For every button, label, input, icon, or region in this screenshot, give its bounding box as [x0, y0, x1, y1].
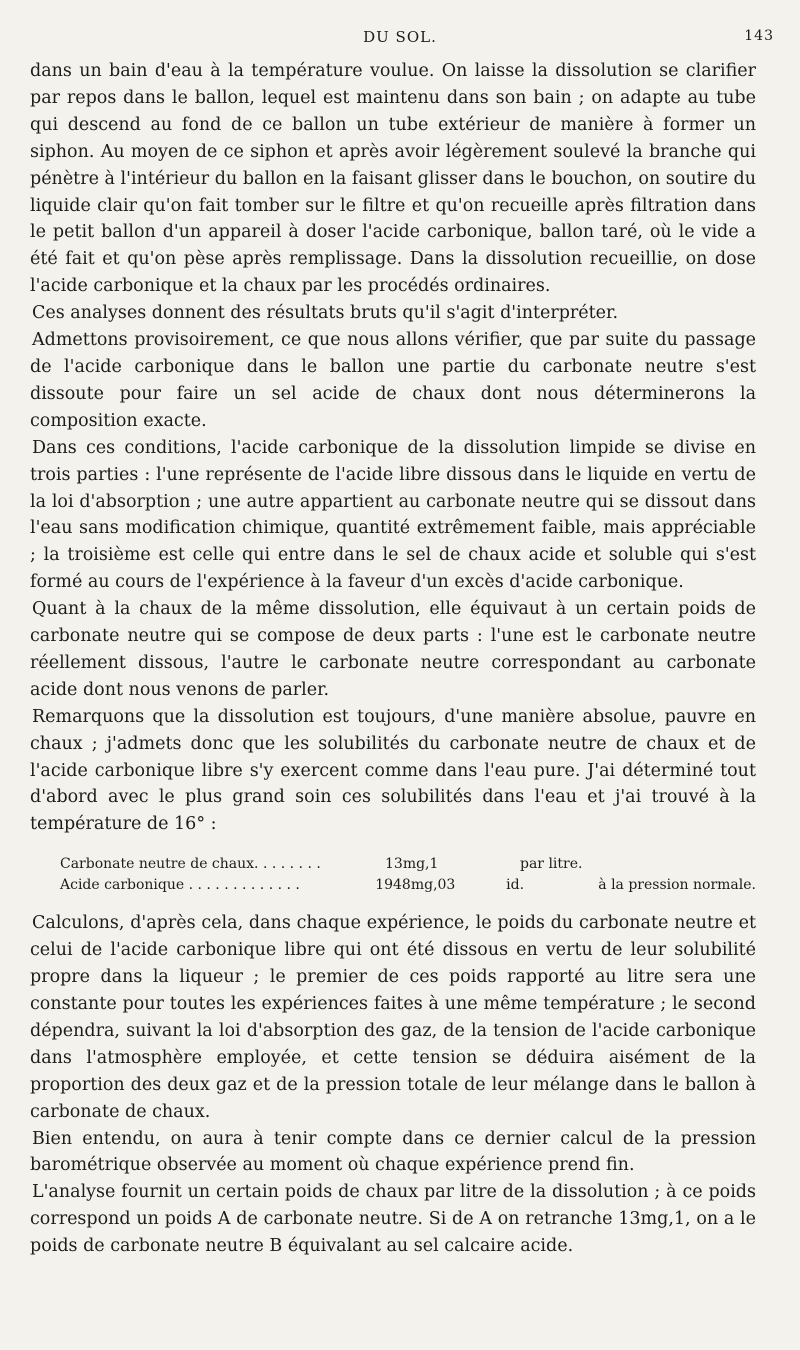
- paragraph: Calculons, d'après cela, dans chaque expérience, le poids du carbonate neutre et celui de l'acide carbonique libre qui ont été dissous en vertu de leur solubilité propre dans la liqueur ; le premier de ces poids rapporté au litre sera une constante pour toutes les expériences faites à une même température ; le second dépendra, suivant la loi d'absorption des gaz, de la tension de l'acide carbonique dans l'atmosphère employée, et cette tension se déduira aisément de la proportion des deux gaz et de la pression totale de leur mélange dans le ballon à carbonate de chaux.: [30, 913, 756, 1122]
- table-row: [60, 854, 756, 875]
- table-cell-value: 1948mg,03: [375, 877, 456, 894]
- table-cell-label: Carbonate neutre de chaux. . . . . . . .: [60, 856, 321, 873]
- paragraph: Remarquons que la dissolution est toujours, d'une manière absolue, pauvre en chaux ; j'admets donc que les solubilités du carbonate neutre de chaux et de l'acide carbonique libre s'y exercent comme dans l'eau pure. J'ai déterminé tout d'abord avec le plus grand soin ces solubilités dans l'eau et j'ai trouvé à la température de 16° :: [30, 706, 756, 835]
- paragraph: Dans ces conditions, l'acide carbonique de la dissolution limpide se divise en trois parties : l'une représente de l'acide libre dissous dans le liquide en vertu de la loi d'absorption ; une autre appartient au carbonate neutre qui se dissout dans l'eau sans modification chimique, quantité extrêmement faible, mais appréciable ; la troisième est celle qui entre dans le sel de chaux acide et soluble qui s'est formé au cours de l'expérience à la faveur d'un excès d'acide carbonique.: [30, 437, 756, 593]
- solubility-table: [60, 854, 756, 896]
- table-cell-value: 13mg,1: [385, 856, 439, 873]
- table-cell-unit: id.: [506, 877, 525, 894]
- table-cell-note: à la pression normale.: [598, 877, 756, 894]
- running-title: DU SOL.: [363, 28, 437, 46]
- table-cell-unit: par litre.: [520, 856, 583, 873]
- page-number: 143: [744, 28, 774, 44]
- running-head: [0, 28, 800, 54]
- paragraph: Admettons provisoirement, ce que nous allons vérifier, que par suite du passage de l'acide carbonique dans le ballon une partie du carbonate neutre s'est dissoute pour faire un sel acide de chaux dont nous déterminerons la composition exacte.: [30, 330, 756, 431]
- paragraph: Quant à la chaux de la même dissolution, elle équivaut à un certain poids de carbonate neutre qui se compose de deux parts : l'une est le carbonate neutre réellement dissous, l'autre le carbonate neutre correspondant au carbonate acide dont nous venons de parler.: [30, 599, 756, 700]
- table-cell-label: Acide carbonique . . . . . . . . . . . . .: [60, 877, 300, 894]
- body-text: [30, 58, 756, 1260]
- paragraph: L'analyse fournit un certain poids de chaux par litre de la dissolution ; à ce poids correspond un poids A de carbonate neutre. Si de A on retranche 13mg,1, on a le poids de carbonate neutre B équivalant au sel calcaire acide.: [30, 1182, 756, 1257]
- paragraph: Ces analyses donnent des résultats bruts qu'il s'agit d'interpréter.: [32, 303, 619, 324]
- paragraph: dans un bain d'eau à la température voulue. On laisse la dissolution se clarifier par repos dans le ballon, lequel est maintenu dans son bain ; on adapte au tube qui descend au fond de ce ballon un tube extérieur de manière à former un siphon. Au moyen de ce siphon et après avoir légèrement soulevé la branche qui pénètre à l'intérieur du ballon en la faisant glisser dans le bouchon, on soutire du liquide clair qu'on fait tomber sur le filtre et qu'on recueille après filtration dans le petit ballon d'un appareil à doser l'acide carbonique, ballon taré, où le vide a été fait et qu'on pèse après remplissage. Dans la dissolution recueillie, on dose l'acide carbonique et la chaux par les procédés ordinaires.: [30, 61, 756, 297]
- table-row: [60, 875, 756, 896]
- paragraph: Bien entendu, on aura à tenir compte dans ce dernier calcul de la pression barométrique observée au moment où chaque expérience prend fin.: [30, 1128, 756, 1176]
